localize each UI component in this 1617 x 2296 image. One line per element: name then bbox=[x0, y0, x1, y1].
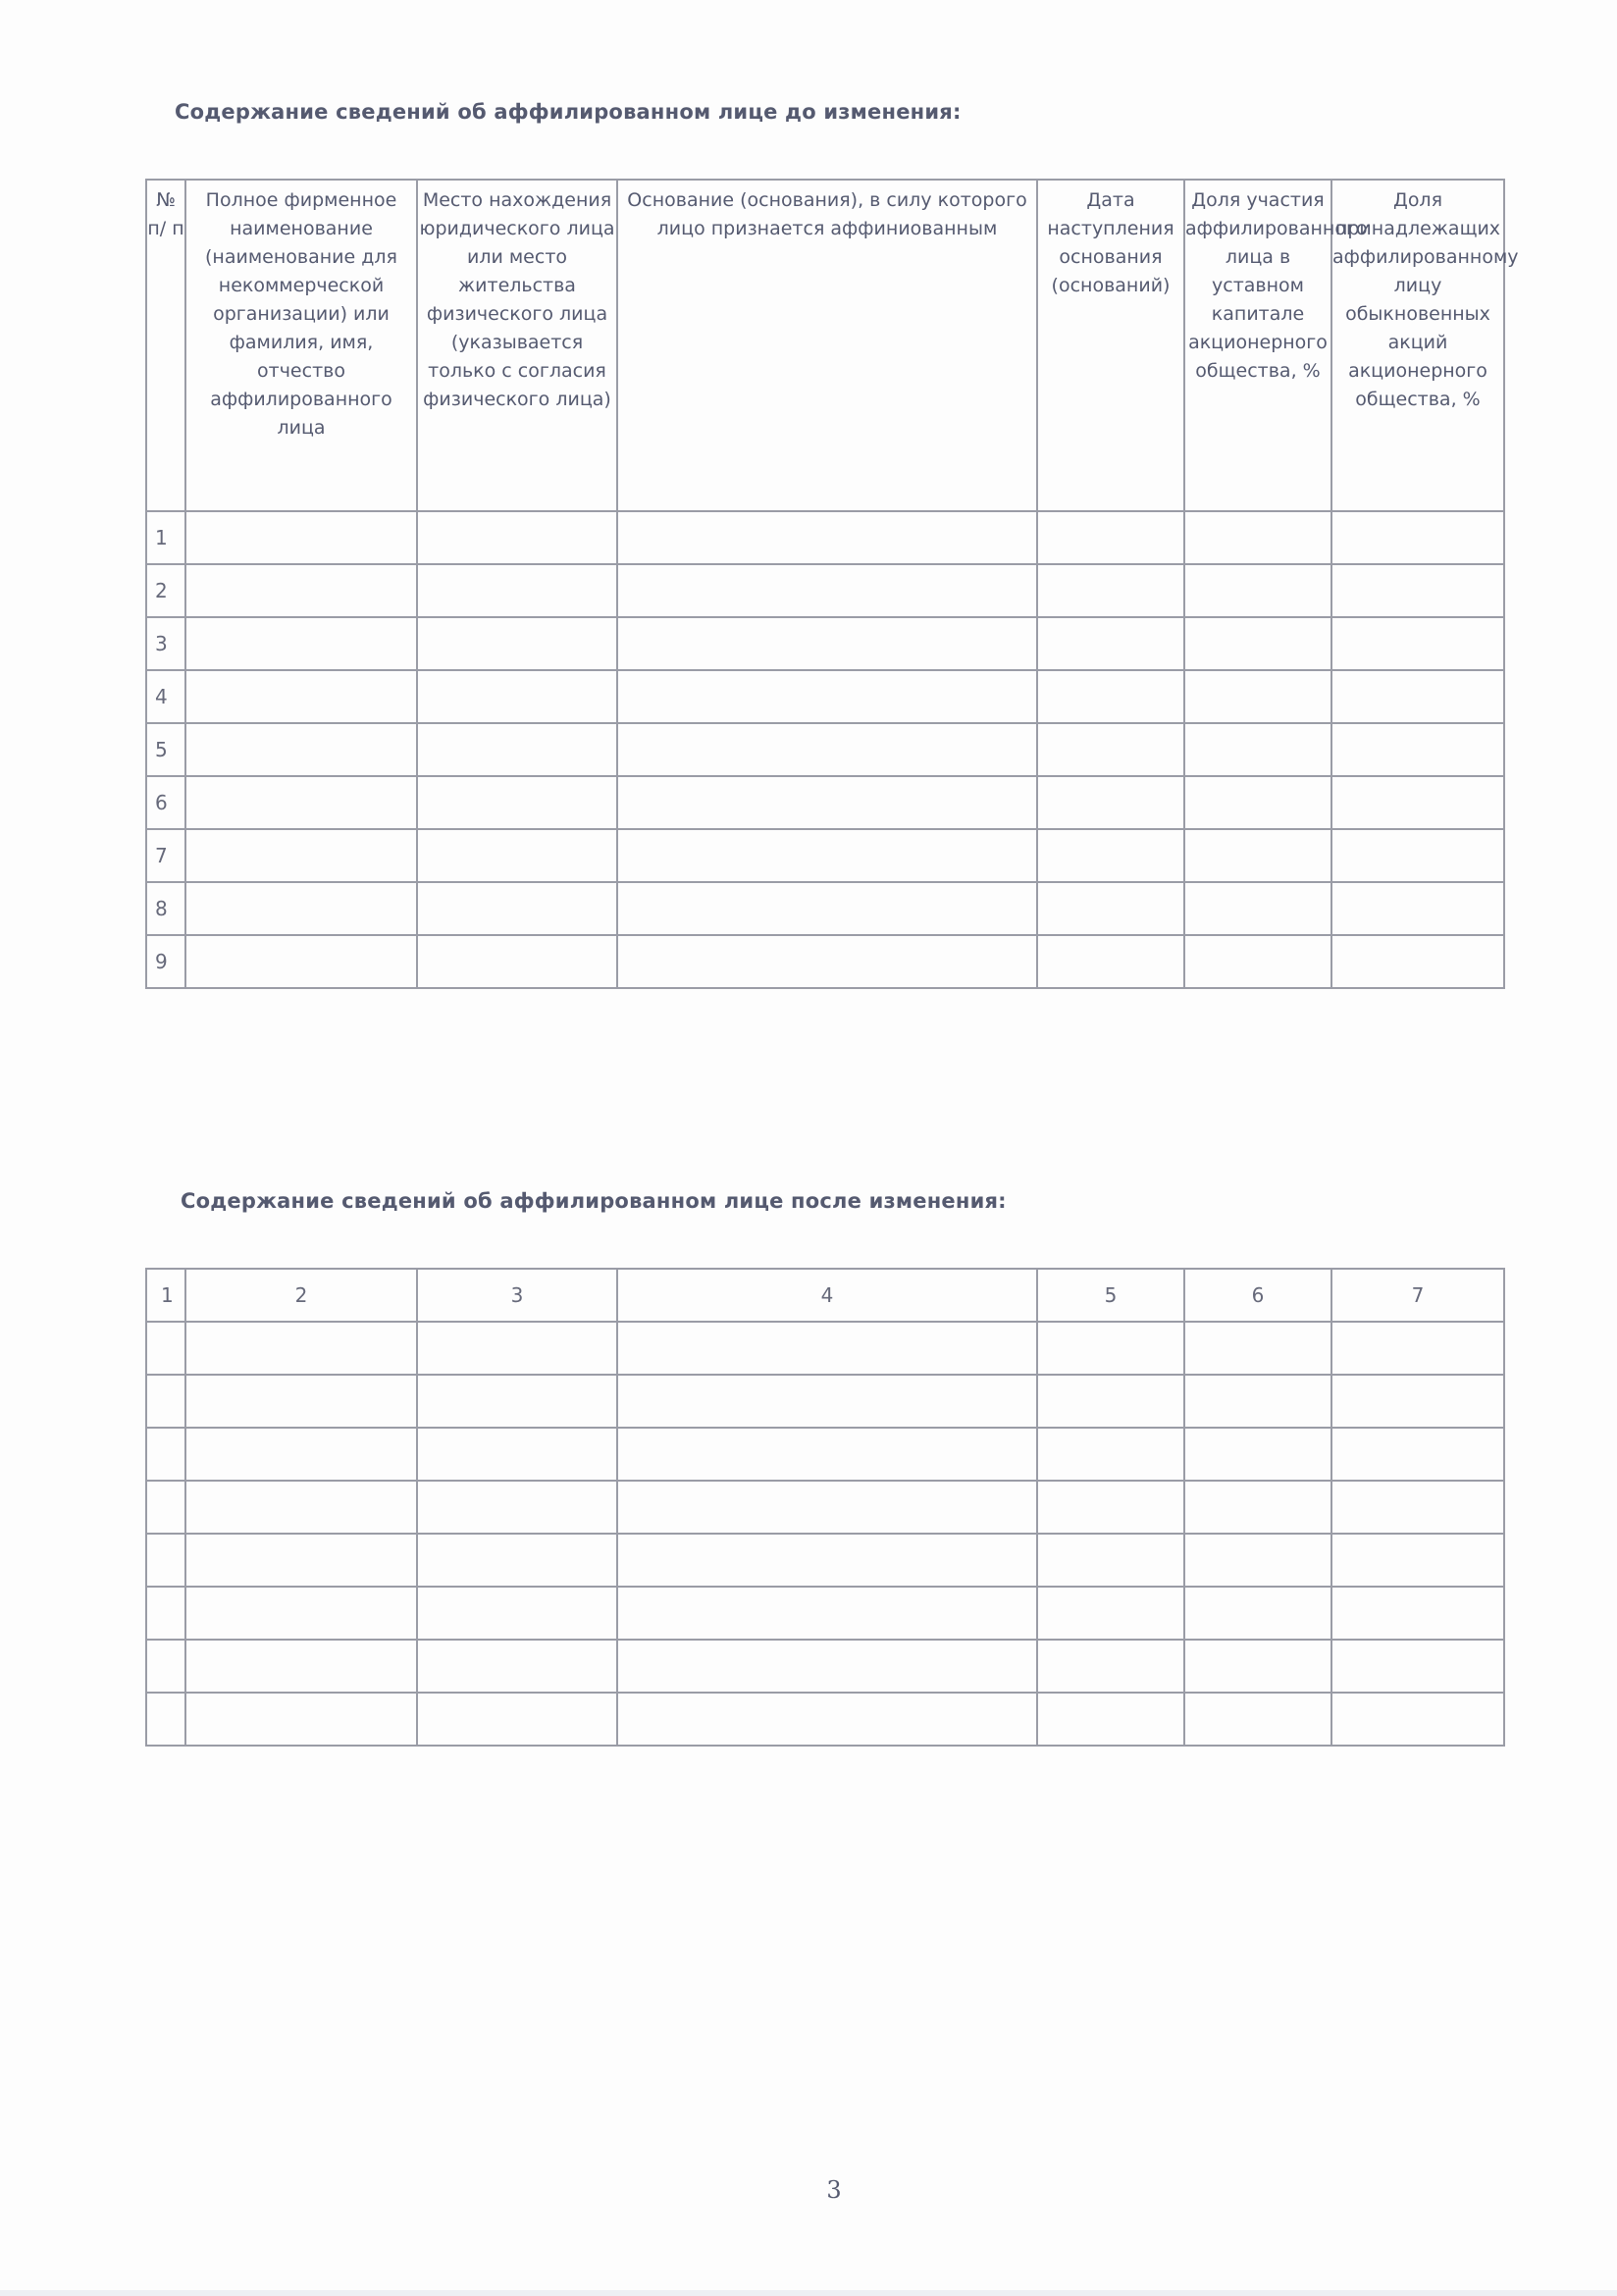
table-cell bbox=[185, 564, 417, 617]
table-cell bbox=[417, 882, 617, 935]
table-cell bbox=[417, 670, 617, 723]
column-index: 7 bbox=[1331, 1269, 1504, 1322]
table-cell bbox=[417, 1375, 617, 1428]
table-cell bbox=[146, 1481, 185, 1534]
table-cell bbox=[185, 723, 417, 776]
table-cell bbox=[1331, 511, 1504, 564]
section-title-after: Содержание сведений об аффилированном лице после изменения: bbox=[181, 1189, 1007, 1213]
table-cell bbox=[146, 1534, 185, 1587]
table-row bbox=[146, 1322, 1504, 1375]
table-row bbox=[146, 1640, 1504, 1693]
table-cell bbox=[146, 1693, 185, 1746]
table-cell bbox=[617, 723, 1037, 776]
table-cell bbox=[185, 776, 417, 829]
table-cell bbox=[1037, 1693, 1184, 1746]
table-cell bbox=[1331, 1693, 1504, 1746]
header-basis-date: Дата наступления основания (оснований) bbox=[1037, 180, 1184, 511]
table-cell bbox=[1037, 670, 1184, 723]
table-cell bbox=[185, 1693, 417, 1746]
table-cell bbox=[185, 1375, 417, 1428]
table-cell bbox=[1184, 670, 1331, 723]
table-cell bbox=[146, 1375, 185, 1428]
table-cell bbox=[1037, 564, 1184, 617]
table-cell bbox=[1331, 1534, 1504, 1587]
table-cell bbox=[1331, 935, 1504, 988]
table-cell bbox=[1037, 1375, 1184, 1428]
table-cell bbox=[417, 617, 617, 670]
table-cell bbox=[1037, 617, 1184, 670]
table-cell bbox=[185, 935, 417, 988]
table-cell bbox=[1184, 776, 1331, 829]
table-cell bbox=[617, 1428, 1037, 1481]
table-row bbox=[146, 1587, 1504, 1640]
table-cell bbox=[617, 1534, 1037, 1587]
table-cell bbox=[617, 935, 1037, 988]
table-cell bbox=[417, 564, 617, 617]
table-cell bbox=[146, 1428, 185, 1481]
table-cell bbox=[185, 829, 417, 882]
table-cell bbox=[417, 776, 617, 829]
table-cell bbox=[617, 829, 1037, 882]
table-cell bbox=[417, 1428, 617, 1481]
table-cell bbox=[1331, 617, 1504, 670]
table-cell bbox=[185, 1428, 417, 1481]
table-cell bbox=[1037, 1322, 1184, 1375]
table-cell bbox=[185, 511, 417, 564]
table-cell bbox=[1037, 776, 1184, 829]
row-number: 6 bbox=[146, 776, 185, 829]
table-cell bbox=[617, 776, 1037, 829]
table-cell bbox=[1184, 1587, 1331, 1640]
row-number: 7 bbox=[146, 829, 185, 882]
table-cell bbox=[1184, 617, 1331, 670]
header-full-name: Полное фирменное наименование (наименование для некоммерческой организации) или фамилия, имя, отчество аффилированного лица bbox=[185, 180, 417, 511]
table-cell bbox=[417, 1693, 617, 1746]
table-cell bbox=[1037, 935, 1184, 988]
table-cell bbox=[617, 1693, 1037, 1746]
table-row bbox=[146, 776, 1504, 829]
table-cell bbox=[185, 1322, 417, 1375]
table-row bbox=[146, 1428, 1504, 1481]
table-cell bbox=[1184, 1322, 1331, 1375]
table-cell bbox=[185, 1640, 417, 1693]
table-cell bbox=[1184, 723, 1331, 776]
table-row bbox=[146, 829, 1504, 882]
table-cell bbox=[1037, 829, 1184, 882]
table-cell bbox=[185, 1481, 417, 1534]
column-index: 3 bbox=[417, 1269, 617, 1322]
table-cell bbox=[617, 1481, 1037, 1534]
header-capital-share: Доля участия аффилированного лица в уставном капитале акционерного общества, % bbox=[1184, 180, 1331, 511]
table-cell bbox=[1184, 829, 1331, 882]
table-row bbox=[146, 723, 1504, 776]
table-cell bbox=[1331, 1322, 1504, 1375]
column-index: 1 bbox=[146, 1269, 185, 1322]
table-cell bbox=[617, 1375, 1037, 1428]
table-cell bbox=[1331, 670, 1504, 723]
row-number: 8 bbox=[146, 882, 185, 935]
table-cell bbox=[1037, 1587, 1184, 1640]
table-cell bbox=[146, 1640, 185, 1693]
row-number: 5 bbox=[146, 723, 185, 776]
table-cell bbox=[417, 723, 617, 776]
table-row bbox=[146, 564, 1504, 617]
table-cell bbox=[1331, 723, 1504, 776]
table-cell bbox=[417, 1322, 617, 1375]
table-cell bbox=[1331, 1640, 1504, 1693]
section-title-before: Содержание сведений об аффилированном лице до изменения: bbox=[175, 100, 962, 124]
column-index-row bbox=[146, 1269, 1504, 1322]
table-cell bbox=[1184, 1375, 1331, 1428]
table-row bbox=[146, 1481, 1504, 1534]
page-number: 3 bbox=[826, 2176, 842, 2204]
table-cell bbox=[185, 882, 417, 935]
table-cell bbox=[146, 1322, 185, 1375]
table-cell bbox=[617, 882, 1037, 935]
table-cell bbox=[1331, 776, 1504, 829]
row-number: 1 bbox=[146, 511, 185, 564]
table-cell bbox=[185, 617, 417, 670]
table-cell bbox=[1184, 935, 1331, 988]
table-row bbox=[146, 670, 1504, 723]
table-cell bbox=[617, 670, 1037, 723]
header-location: Место нахождения юридического лица или место жительства физического лица (указывается только с согласия физического лица) bbox=[417, 180, 617, 511]
header-row-number: № п/ п bbox=[146, 180, 185, 511]
table-cell bbox=[617, 511, 1037, 564]
table-cell bbox=[617, 1587, 1037, 1640]
table-cell bbox=[1037, 1640, 1184, 1693]
table-cell bbox=[1331, 882, 1504, 935]
table-cell bbox=[1037, 511, 1184, 564]
table-row bbox=[146, 1375, 1504, 1428]
column-index: 2 bbox=[185, 1269, 417, 1322]
row-number: 9 bbox=[146, 935, 185, 988]
table-cell bbox=[1184, 1693, 1331, 1746]
table-cell bbox=[1331, 564, 1504, 617]
table-cell bbox=[1037, 1481, 1184, 1534]
affiliate-before-table bbox=[145, 179, 1519, 989]
table-cell bbox=[1184, 511, 1331, 564]
table-cell bbox=[1331, 1375, 1504, 1428]
table-row bbox=[146, 617, 1504, 670]
table-cell bbox=[1184, 564, 1331, 617]
table-cell bbox=[617, 617, 1037, 670]
table-cell bbox=[1184, 882, 1331, 935]
table-cell bbox=[417, 1640, 617, 1693]
column-index: 5 bbox=[1037, 1269, 1184, 1322]
row-number: 2 bbox=[146, 564, 185, 617]
column-index: 6 bbox=[1184, 1269, 1331, 1322]
table-cell bbox=[1037, 1428, 1184, 1481]
table-cell bbox=[617, 1640, 1037, 1693]
table-cell bbox=[185, 670, 417, 723]
table-cell bbox=[146, 1587, 185, 1640]
table-header-row bbox=[146, 180, 1504, 511]
table-cell bbox=[1331, 1428, 1504, 1481]
header-share-ordinary: Доля принадлежащих аффилированному лицу обыкновенных акций акционерного общества, % bbox=[1331, 180, 1504, 511]
table-row bbox=[146, 1534, 1504, 1587]
table-cell bbox=[1331, 829, 1504, 882]
table-cell bbox=[1037, 723, 1184, 776]
table-cell bbox=[617, 1322, 1037, 1375]
table-cell bbox=[617, 564, 1037, 617]
row-number: 3 bbox=[146, 617, 185, 670]
table-row bbox=[146, 1693, 1504, 1746]
table-cell bbox=[417, 511, 617, 564]
table-cell bbox=[417, 829, 617, 882]
scan-edge bbox=[0, 2290, 1617, 2296]
table-cell bbox=[1184, 1534, 1331, 1587]
table-cell bbox=[1037, 1534, 1184, 1587]
affiliate-after-table bbox=[145, 1268, 1505, 1747]
table-cell bbox=[185, 1587, 417, 1640]
table-cell bbox=[417, 1534, 617, 1587]
row-number: 4 bbox=[146, 670, 185, 723]
header-basis: Основание (основания), в силу которого лицо признается аффиниованным bbox=[617, 180, 1037, 511]
table-cell bbox=[417, 935, 617, 988]
table-cell bbox=[1184, 1640, 1331, 1693]
table-cell bbox=[417, 1587, 617, 1640]
table-cell bbox=[1184, 1481, 1331, 1534]
table-cell bbox=[1331, 1481, 1504, 1534]
table-row bbox=[146, 882, 1504, 935]
column-index: 4 bbox=[617, 1269, 1037, 1322]
table-cell bbox=[417, 1481, 617, 1534]
table-cell bbox=[185, 1534, 417, 1587]
table-cell bbox=[1331, 1587, 1504, 1640]
table-cell bbox=[1037, 882, 1184, 935]
table-row bbox=[146, 511, 1504, 564]
table-cell bbox=[1184, 1428, 1331, 1481]
table-row bbox=[146, 935, 1504, 988]
